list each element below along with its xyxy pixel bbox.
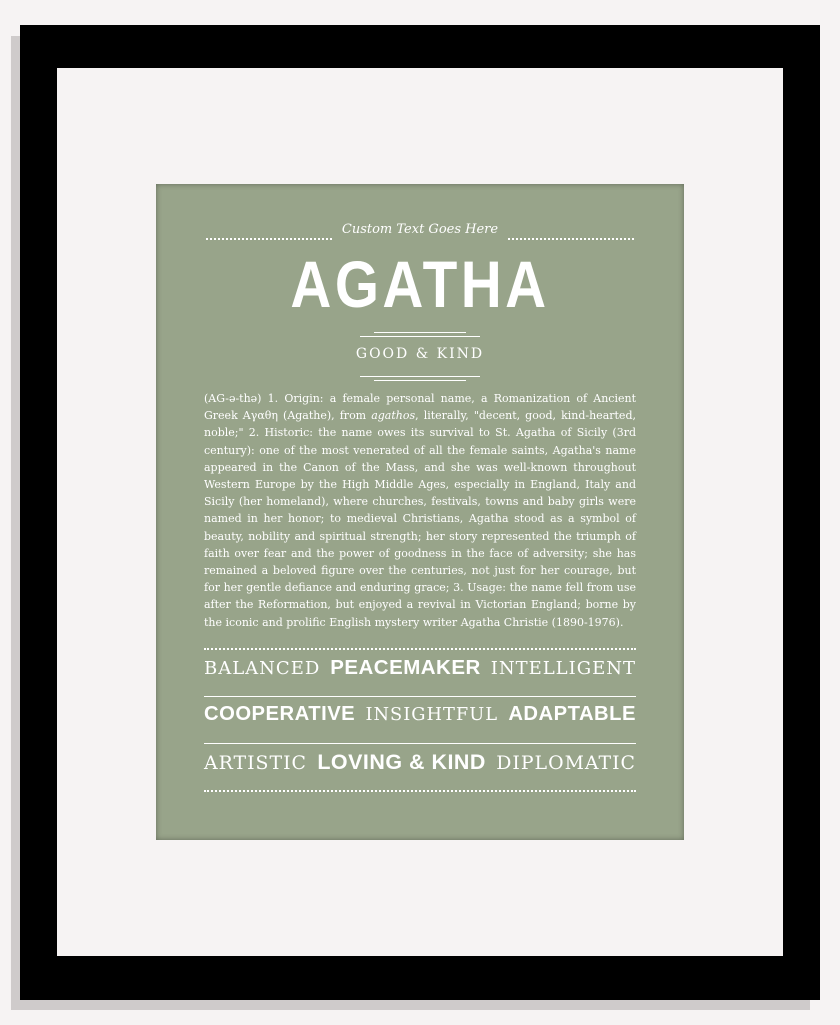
- trait-row-1: [204, 656, 636, 690]
- trait-word: ADAPTABLE: [508, 703, 636, 725]
- rule-bottom-long: [360, 376, 480, 377]
- name-title: AGATHA: [290, 247, 550, 321]
- dotted-divider-left: [206, 238, 332, 240]
- trait-word: INTELLIGENT: [490, 658, 636, 679]
- trait-row-divider: [204, 696, 636, 697]
- dotted-divider-traits-bottom: [204, 790, 636, 792]
- trait-word: BALANCED: [204, 658, 321, 679]
- trait-row-3: [204, 750, 636, 784]
- trait-word: LOVING & KIND: [317, 750, 486, 774]
- trait-row-divider: [204, 743, 636, 744]
- trait-row-2: [204, 703, 636, 737]
- dotted-divider-traits-top: [204, 648, 636, 650]
- rule-top-short: [374, 332, 466, 333]
- trait-word: COOPERATIVE: [204, 703, 356, 725]
- trait-word: INSIGHTFUL: [365, 704, 499, 725]
- custom-text: Custom Text Goes Here: [341, 222, 499, 237]
- name-print: [156, 184, 684, 840]
- trait-word: DIPLOMATIC: [496, 752, 636, 774]
- name-definition: (AG-ə-thə) 1. Origin: a female personal name, a Romanization of Ancient Greek Αγαθη (Agathe), from agathos, literally, "decent, good, kind-hearted, noble;" 2. Historic: the name owes its survival to St. Agatha of Sicily (3rd century): one of the most venerated of all the female saints, Agatha's name appeared in the Canon of the Mass, and she was well-known throughout Western Europe by the High Middle Ages, especially in England, Italy and Sicily (her homeland), where churches, festivals, towns and baby girls were named in her honor; to medieval Christians, Agatha stood as a symbol of beauty, nobility and spiritual strength; her story represented the triumph of faith over fear and the power of goodness in the face of adversity; she has remained a beloved figure over the centuries, not just for her courage, but for her gentle defiance and enduring grace; 3. Usage: the name fell from use after the Reformation, but enjoyed a revival in Victorian England; borne by the iconic and prolific English mystery writer Agatha Christie (1890-1976).: [204, 392, 636, 629]
- trait-word: PEACEMAKER: [330, 656, 481, 679]
- name-meaning: GOOD & KIND: [355, 346, 485, 362]
- rule-top-long: [360, 336, 480, 337]
- rule-bottom-short: [374, 380, 466, 381]
- dotted-divider-right: [508, 238, 634, 240]
- trait-word: ARTISTIC: [204, 752, 307, 774]
